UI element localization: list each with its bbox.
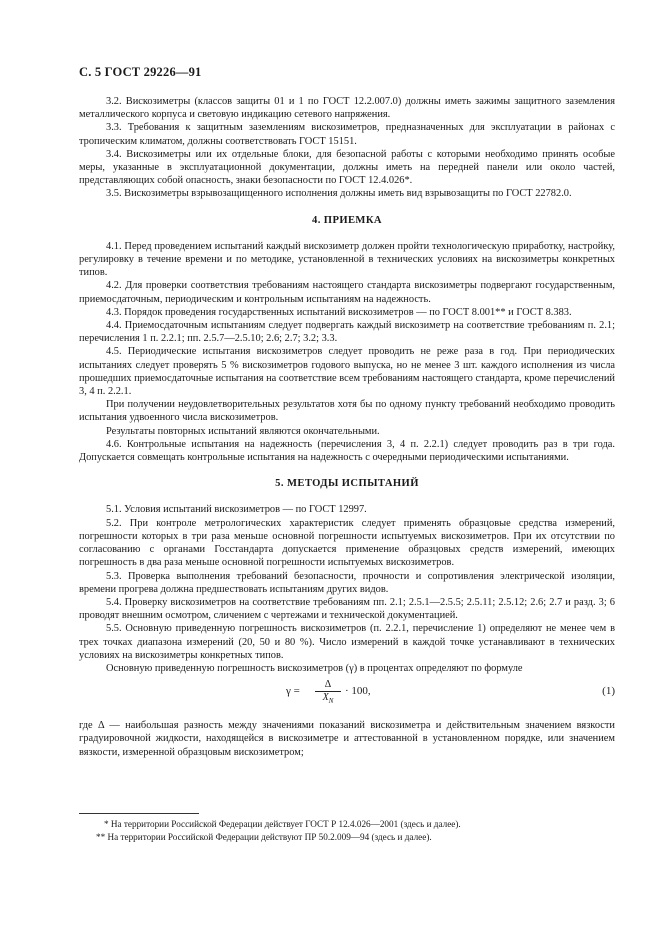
footnote-1: * На территории Российской Федерации действует ГОСТ Р 12.4.026—2001 (здесь и далее). [104,819,461,829]
paragraph-3-4: 3.4. Вискозиметры или их отдельные блоки, для безопасной работы с которыми необходимо принять особые меры, указанные в эксплуатационной документации, должны иметь на передней панели или около частей, представляющих собой опасность, знаки безопасности по ГОСТ 12.4.026*. [79,148,615,187]
formula-lhs: γ = [286,685,300,698]
footnote-divider [79,813,199,814]
paragraph-5-4: 5.4. Проверку вискозиметров на соответствие требованиям пп. 2.1; 2.5.1—2.5.5; 2.5.11; 2.5.12; 2.6; 2.7 и разд. 3; 6 проводят внешним осмотром, сличением с чертежами и технической документацией. [79,596,615,622]
formula-numerator: Δ [315,679,341,692]
paragraph-4-4: 4.4. Приемосдаточным испытаниям следует подвергать каждый вискозиметр на соответствие требованиям п. 2.1; перечисления 1 п. 2.2.1; пп. 2.5.7—2.5.10; 2.6; 2.7; 3.2; 3.3. [79,320,615,345]
paragraph-4-1: 4.1. Перед проведением испытаний каждый вискозиметр должен пройти технологическую приработку, настройку, регулировку в течение времени и по методике, установленной в технических условиях на вискозиметры конкретных типов. [79,240,615,279]
where-text: наибольшая разность между значениями показаний вискозиметра и действительным значением вязкости градуировочной жидкости, находящейся в вискозиметре и аттестованной в установленном порядке, или значением вязкости, измеренной образцовым вискозиметром; [79,720,615,758]
paragraph-4-5: 4.5. Периодические испытания вискозиметров следует проводить не реже раза в год. При периодических испытаниях следует проверять 5 % вискозиметров годового выпуска, но не менее 3 шт. каждого исполнения из числа прошедших приемосдаточные испытания на соответствие всем требованиям настоящего стандарта, кроме перечислений 3, 4 п. 2.2.1. [79,346,615,398]
section-5-heading: 5. МЕТОДЫ ИСПЫТАНИЙ [275,478,419,490]
formula-where-clause [79,719,615,759]
paragraph-3-5: 3.5. Вискозиметры взрывозащищенного исполнения должны иметь вид взрывозащиты по ГОСТ 22782.0. [106,188,572,200]
formula-1 [79,679,615,715]
formula-fraction [315,679,341,707]
paragraph-5-2: 5.2. При контроле метрологических характеристик следует применять образцовые средства измерений, погрешности которых в три раза меньше основной погрешности испытуемых вискозиметров. При их отсутствии по согласованию с органами Госстандарта допускается применение образцовых средств измерений, имеющих погрешность в два раза меньше основной погрешности испытуемых вискозиметров. [79,517,615,569]
paragraph-3-3: 3.3. Требования к защитным заземлениям вискозиметров, предназначенных для эксплуатации в районах с тропическим климатом, должны соответствовать ГОСТ 15151. [79,122,615,147]
paragraph-4-2: 4.2. Для проверки соответствия требованиям настоящего стандарта вискозиметры подвергают государственным, приемосдаточным, периодическим и контрольным испытаниям на надежность. [79,280,615,305]
paragraph-4-5-retest: При получении неудовлетворительных результатов хотя бы по одному пункту требований необходимо проводить испытания удвоенного числа вискозиметров. [79,399,615,424]
formula-rhs: · 100, [345,685,371,698]
formula-denominator-subscript: N [328,697,334,706]
formula-number: (1) [602,685,615,698]
paragraph-4-6: 4.6. Контрольные испытания на надежность (перечисления 3, 4 п. 2.2.1) следует проводить раз в три года. Допускается совмещать контрольные испытания на надежность с очередными периодическими испытаниями. [79,438,615,464]
paragraph-5-5-formula-intro: Основную приведенную погрешность вискозиметров (γ) в процентах определяют по формуле [106,662,523,674]
document-body [79,95,615,759]
formula-denominator [315,692,341,707]
section-4-heading: 4. ПРИЕМКА [312,214,382,226]
paragraph-4-3: 4.3. Порядок проведения государственных испытаний вискозиметров — по ГОСТ 8.001** и ГОСТ 8.383. [106,306,572,318]
formula-denominator-symbol: X [322,692,329,704]
where-lead: где Δ — [79,720,120,732]
paragraph-4-5-final: Результаты повторных испытаний являются окончательными. [106,425,380,437]
paragraph-5-1: 5.1. Условия испытаний вискозиметров — по ГОСТ 12997. [106,504,367,516]
paragraph-5-3: 5.3. Проверка выполнения требований безопасности, прочности и сопротивления электрической изоляции, времени прогрева должна предшествовать испытаниям других видов. [79,570,615,595]
paragraph-5-5: 5.5. Основную приведенную погрешность вискозиметров (п. 2.2.1, перечисление 1) определяют не менее чем в трех точках диапазона измерений (20, 50 и 80 %). Число измерений в каждой точке устанавливают в технических условиях на вискозиметры конкретных типов. [79,623,615,661]
page-header: С. 5 ГОСТ 29226—91 [79,65,202,79]
paragraph-3-2: 3.2. Вискозиметры (классов защиты 01 и 1 по ГОСТ 12.2.007.0) должны иметь зажимы защитного заземления металлического корпуса и световую индикацию сетевого напряжения. [79,96,615,121]
footnote-2: ** На территории Российской Федерации действуют ПР 50.2.009—94 (здесь и далее). [96,832,432,842]
